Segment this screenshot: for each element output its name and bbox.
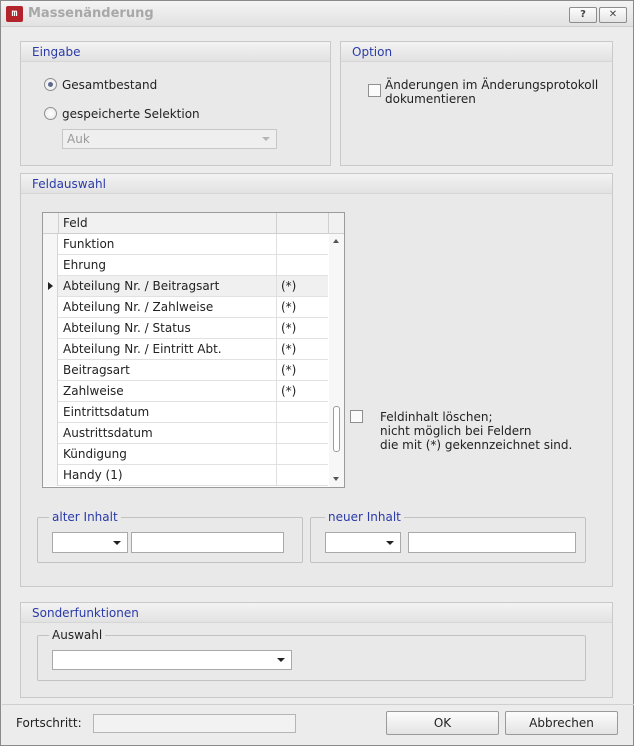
selektion-radio[interactable] xyxy=(44,107,57,120)
progress-field xyxy=(93,714,296,733)
sonder-panel xyxy=(20,602,613,698)
feldauswahl-header xyxy=(21,174,612,194)
close-button[interactable]: ✕ xyxy=(599,7,627,23)
chevron-down-icon xyxy=(113,541,121,545)
row-feld: Abteilung Nr. / Beitragsart xyxy=(63,279,220,293)
eingabe-panel xyxy=(20,41,331,166)
option-title: Option xyxy=(352,45,393,59)
row-flag: (*) xyxy=(281,363,297,377)
protokoll-label-line2: dokumentieren xyxy=(385,92,476,106)
table-row[interactable] xyxy=(43,402,328,423)
row-feld: Beitragsart xyxy=(63,363,130,377)
table-row[interactable] xyxy=(43,255,328,276)
clear-content-line3: die mit (*) gekennzeichnet sind. xyxy=(380,438,573,452)
window-title: Massenänderung xyxy=(28,6,154,21)
chevron-down-icon xyxy=(277,658,285,662)
column-feld[interactable]: Feld xyxy=(63,216,88,230)
alter-inhalt-input[interactable] xyxy=(131,532,284,553)
auswahl-title: Auswahl xyxy=(49,628,105,642)
row-flag: (*) xyxy=(281,300,297,314)
cancel-button[interactable]: Abbrechen xyxy=(505,711,618,735)
protokoll-label-line1: Änderungen im Änderungsprotokoll xyxy=(385,78,599,92)
row-feld: Abteilung Nr. / Zahlweise xyxy=(63,300,214,314)
table-row[interactable] xyxy=(43,423,328,444)
grid-scrollbar[interactable] xyxy=(329,234,344,487)
table-row[interactable] xyxy=(43,276,328,297)
feldauswahl-title: Feldauswahl xyxy=(32,177,106,191)
sonder-header xyxy=(21,603,612,623)
eingabe-header xyxy=(21,42,330,62)
field-grid[interactable] xyxy=(42,212,345,488)
neuer-inhalt-dropdown[interactable] xyxy=(325,532,401,553)
grid-header xyxy=(43,213,344,234)
alter-inhalt-dropdown[interactable] xyxy=(52,532,128,553)
row-feld: Handy (1) xyxy=(63,468,123,482)
eingabe-title: Eingabe xyxy=(32,45,81,59)
selektion-label: gespeicherte Selektion xyxy=(62,107,200,121)
auswahl-group xyxy=(37,628,586,681)
selektion-value: Auk xyxy=(67,132,90,146)
row-feld: Funktion xyxy=(63,237,115,251)
clear-content-line2: nicht möglich bei Feldern xyxy=(380,424,532,438)
chevron-down-icon xyxy=(386,541,394,545)
row-indicator-icon xyxy=(48,282,53,290)
row-feld: Abteilung Nr. / Status xyxy=(63,321,191,335)
row-feld: Eintrittsdatum xyxy=(63,405,150,419)
progress-label: Fortschritt: xyxy=(16,716,82,730)
row-flag: (*) xyxy=(281,279,297,293)
app-logo-icon: m xyxy=(6,6,23,22)
table-row[interactable] xyxy=(43,339,328,360)
option-panel xyxy=(340,41,613,166)
alter-inhalt-group xyxy=(37,510,303,563)
clear-content-line1: Feldinhalt löschen; xyxy=(380,410,493,424)
title-bar[interactable] xyxy=(1,1,633,27)
help-button[interactable]: ? xyxy=(569,7,597,23)
table-row[interactable] xyxy=(43,318,328,339)
table-row[interactable] xyxy=(43,381,328,402)
table-row[interactable] xyxy=(43,297,328,318)
gesamtbestand-radio[interactable] xyxy=(44,78,57,91)
option-header xyxy=(341,42,612,62)
gesamtbestand-label: Gesamtbestand xyxy=(62,78,158,92)
row-feld: Kündigung xyxy=(63,447,127,461)
scroll-up-icon[interactable] xyxy=(333,239,339,243)
footer-bar xyxy=(2,704,634,746)
table-row[interactable] xyxy=(43,360,328,381)
table-row[interactable] xyxy=(43,465,328,486)
row-feld: Austrittsdatum xyxy=(63,426,153,440)
scroll-thumb[interactable] xyxy=(333,406,340,452)
clear-content-checkbox[interactable] xyxy=(350,410,363,423)
row-feld: Zahlweise xyxy=(63,384,124,398)
row-flag: (*) xyxy=(281,321,297,335)
table-row[interactable] xyxy=(43,444,328,465)
selektion-dropdown[interactable] xyxy=(62,129,277,149)
neuer-inhalt-group xyxy=(310,510,586,563)
sonder-title: Sonderfunktionen xyxy=(32,606,139,620)
table-row[interactable] xyxy=(43,234,328,255)
row-flag: (*) xyxy=(281,342,297,356)
chevron-down-icon xyxy=(262,137,270,141)
auswahl-dropdown[interactable] xyxy=(52,650,292,670)
row-flag: (*) xyxy=(281,384,297,398)
row-feld: Abteilung Nr. / Eintritt Abt. xyxy=(63,342,222,356)
ok-button[interactable]: OK xyxy=(386,711,499,735)
alter-inhalt-title: alter Inhalt xyxy=(49,510,121,524)
neuer-inhalt-title: neuer Inhalt xyxy=(325,510,404,524)
scroll-down-icon[interactable] xyxy=(333,477,339,481)
protokoll-checkbox[interactable] xyxy=(368,84,381,97)
row-feld: Ehrung xyxy=(63,258,106,272)
neuer-inhalt-input[interactable] xyxy=(408,532,576,553)
